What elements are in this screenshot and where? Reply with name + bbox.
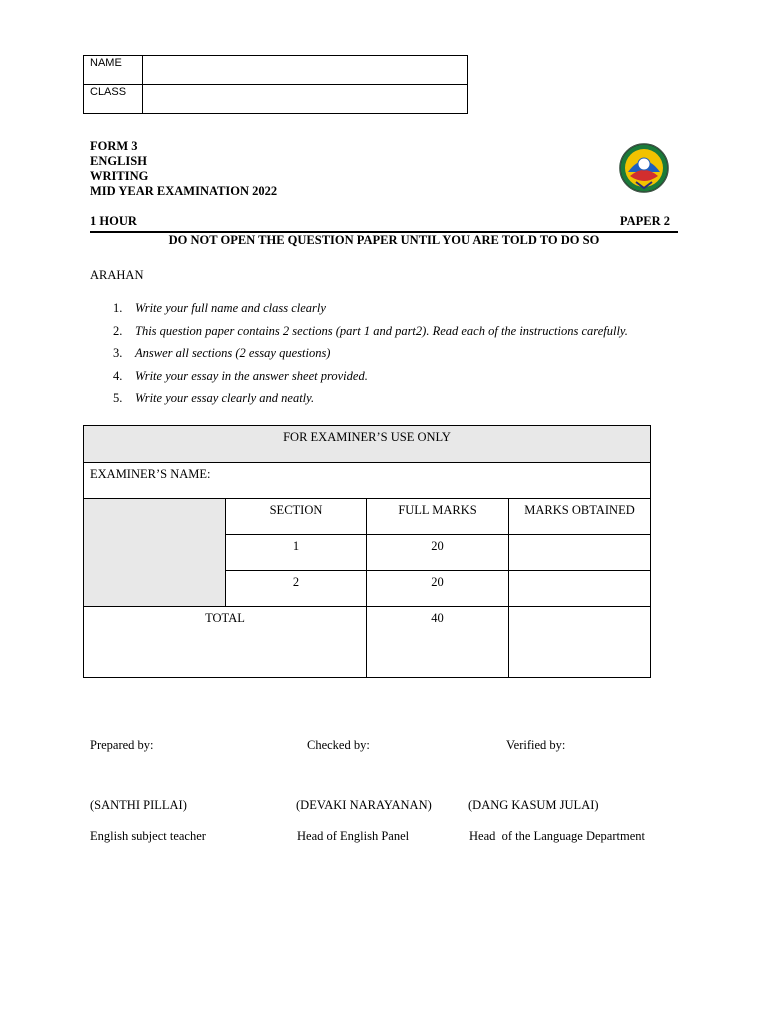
list-item: 1. Write your full name and class clearly [113, 301, 326, 315]
subject-label: ENGLISH [90, 154, 147, 168]
preparer-name: (SANTHI PILLAI) [90, 798, 187, 812]
list-item: 2. This question paper contains 2 sections (part 1 and part2). Read each of the instructions carefully. [113, 323, 628, 338]
verifier-name: (DANG KASUM JULAI) [468, 798, 599, 812]
section-header: SECTION [226, 499, 367, 535]
duration-label: 1 HOUR [90, 214, 137, 228]
examiner-table-title: FOR EXAMINER’S USE ONLY [84, 426, 651, 463]
total-full-marks: 40 [367, 607, 509, 678]
class-field[interactable] [143, 85, 468, 114]
instructions-title: ARAHAN [90, 268, 144, 282]
marks-obtained-cell[interactable] [509, 535, 651, 571]
total-label: TOTAL [84, 607, 367, 678]
list-item: 5. Write your essay clearly and neatly. [113, 391, 315, 405]
marks-obtained-cell[interactable] [509, 571, 651, 607]
verifier-title: Head of the Language Department [469, 829, 645, 843]
full-marks-header: FULL MARKS [367, 499, 509, 535]
verified-by-label: Verified by: [506, 738, 566, 752]
section-cell: 1 [226, 535, 367, 571]
school-logo-icon [618, 142, 670, 194]
examiner-name-label: EXAMINER’S NAME: [84, 463, 651, 499]
prepared-by-label: Prepared by: [90, 738, 154, 752]
exam-header [90, 139, 277, 199]
full-marks-cell: 20 [367, 571, 509, 607]
warning-text: DO NOT OPEN THE QUESTION PAPER UNTIL YOU ARE TOLD TO DO SO [168, 233, 600, 247]
name-field[interactable] [143, 56, 468, 85]
name-label: NAME [84, 56, 143, 85]
list-item: 4. Write your essay in the answer sheet provided. [113, 368, 368, 383]
checker-name: (DEVAKI NARAYANAN) [296, 798, 432, 812]
instructions-list [113, 301, 628, 414]
form-label: FORM 3 [90, 139, 138, 153]
shaded-cell [84, 499, 226, 607]
exam-title: MID YEAR EXAMINATION 2022 [90, 184, 278, 198]
total-marks-obtained[interactable] [509, 607, 651, 678]
full-marks-cell: 20 [367, 535, 509, 571]
paper-label: PAPER 2 [619, 214, 670, 228]
component-label: WRITING [90, 169, 149, 183]
checker-title: Head of English Panel [297, 829, 410, 843]
examiner-table [83, 425, 651, 678]
class-label: CLASS [84, 85, 143, 114]
checked-by-label: Checked by: [307, 738, 370, 752]
student-id-box [83, 55, 468, 114]
section-cell: 2 [226, 571, 367, 607]
preparer-title: English subject teacher [90, 829, 206, 843]
list-item: 3. Answer all sections (2 essay questions) [113, 346, 331, 360]
marks-obtained-header: MARKS OBTAINED [509, 499, 651, 535]
